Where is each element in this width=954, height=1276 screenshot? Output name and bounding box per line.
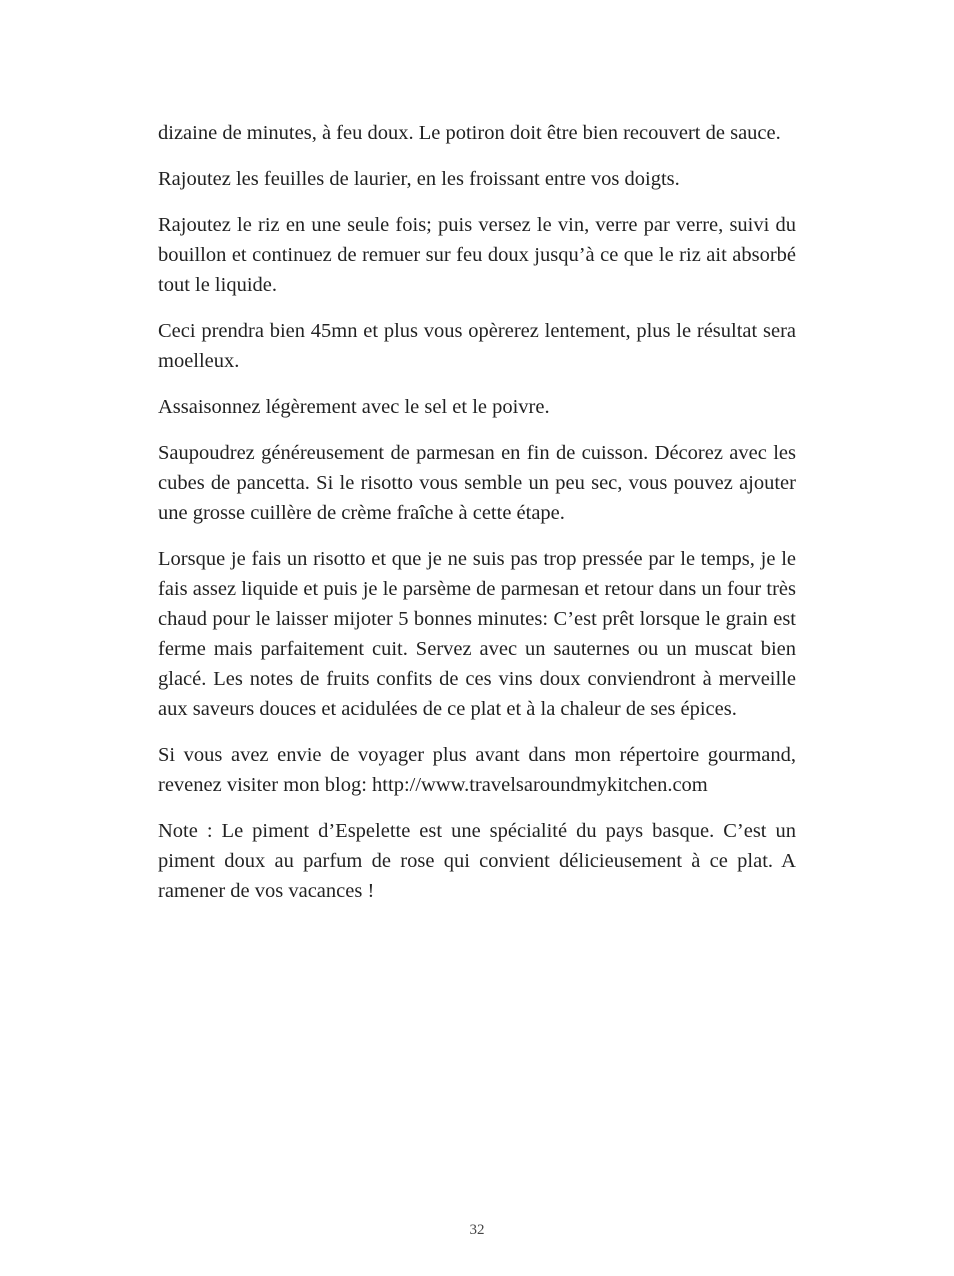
paragraph-four-conseil: Lorsque je fais un risotto et que je ne suis pas trop pressée par le temps, je le fais assez liquide et puis je le parsème de parmesan et retour dans un four très chaud pour le laisser mijoter 5 bonnes minutes: C’est prêt lorsque le grain est ferme mais parfaitement cuit. Servez avec un sauternes ou un muscat bien glacé. Les notes de fruits confits de ces vins doux conviendront à merveille aux saveurs douces et acidulées de ce plat et à la chaleur de ses épices. (158, 548, 796, 720)
paragraph-parmesan: Saupoudrez généreusement de parmesan en fin de cuisson. Décorez avec les cubes de pancetta. Si le risotto vous semble un peu sec, vous pouvez ajouter une grosse cuillère de crème fraîche à cette étape. (158, 442, 796, 524)
paragraph-assaisonnement: Assaisonnez légèrement avec le sel et le poivre. (158, 396, 550, 418)
paragraph-note-espelette: Note : Le piment d’Espelette est une spécialité du pays basque. C’est un piment doux au parfum de rose qui convient délicieusement à ce plat. A ramener de vos vacances ! (158, 820, 796, 902)
paragraph-laurier: Rajoutez les feuilles de laurier, en les froissant entre vos doigts. (158, 168, 680, 190)
paragraph-blog: Si vous avez envie de voyager plus avant dans mon répertoire gourmand, revenez visiter mon blog: http://www.travelsaroundmykitchen.com (158, 744, 796, 796)
paragraph-riz-vin: Rajoutez le riz en une seule fois; puis versez le vin, verre par verre, suivi du bouillon et continuez de remuer sur feu doux jusqu’à ce que le riz ait absorbé tout le liquide. (158, 214, 796, 296)
page-number: 32 (469, 1222, 485, 1238)
paragraph-potiron-sauce: dizaine de minutes, à feu doux. Le potiron doit être bien recouvert de sauce. (158, 122, 781, 144)
page-content (158, 118, 796, 922)
paragraph-cuisson-duree: Ceci prendra bien 45mn et plus vous opèrerez lentement, plus le résultat sera moelleux. (158, 320, 796, 372)
